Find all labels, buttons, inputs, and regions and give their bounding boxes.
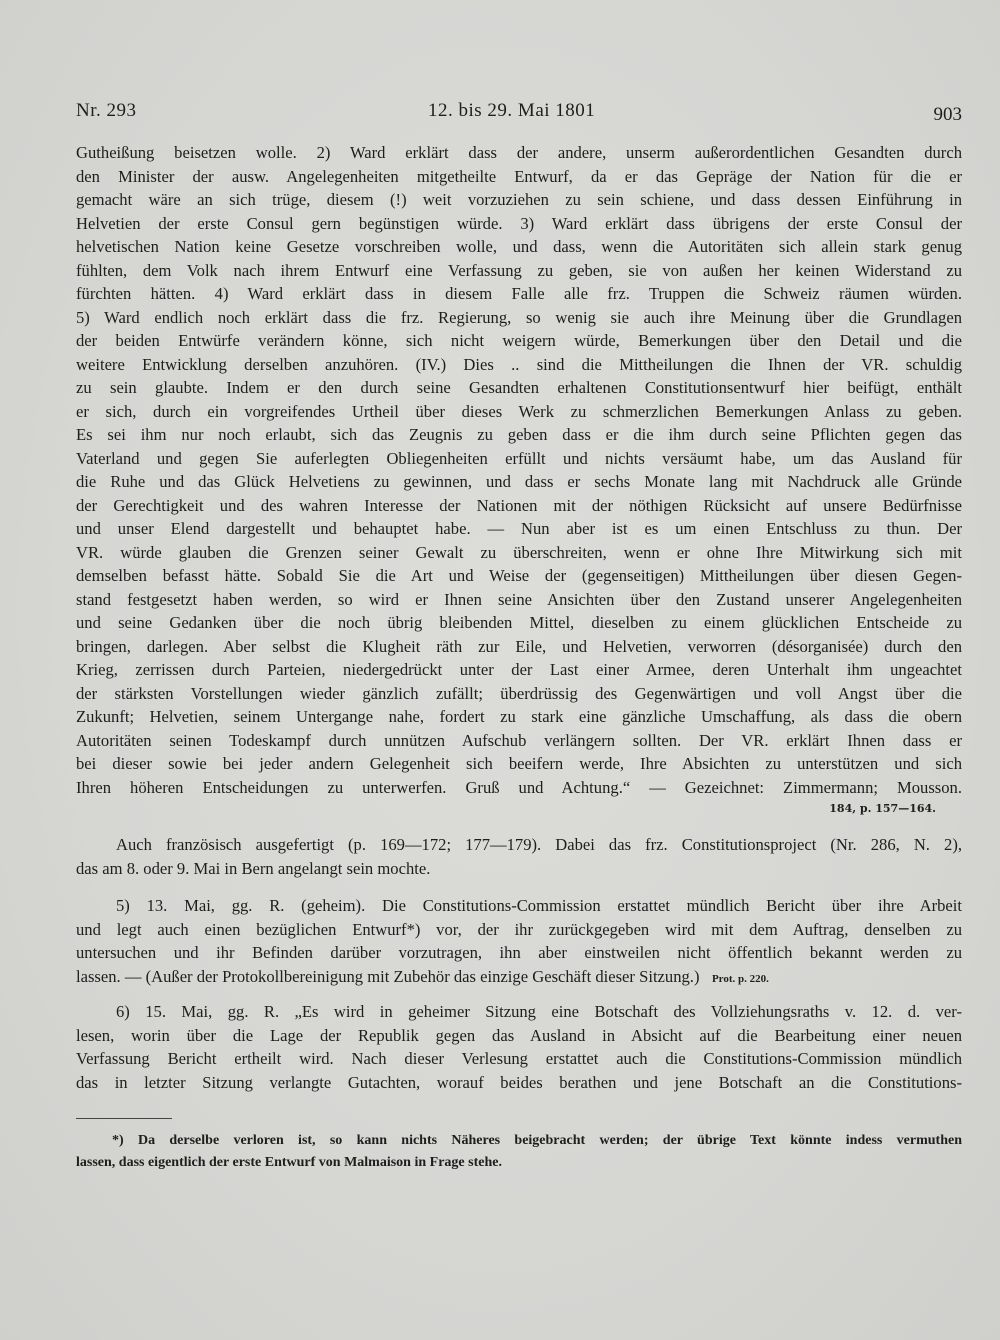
- entry-5: [76, 894, 962, 988]
- text-line: der stärksten Vorstellungen wieder gänzlich zufällt; überdrüssig des Gegenwärtigen und voll Angst über die: [76, 683, 962, 703]
- text-line: und legt auch einen bezüglichen Entwurf*) vor, der ihr zurückgegeben wird mit dem Auftrag, denselben zu: [76, 919, 962, 939]
- text-line: VR. würde glauben die Grenzen seiner Gewalt zu überschreiten, wenn er ohne Ihre Mitwirkung sich mit: [76, 542, 962, 562]
- text-line: Autoritäten seinen Todeskampf durch unnützen Aufschub verlängern sollten. Der VR. erklärt Ihnen dass er: [76, 730, 962, 750]
- text-line: Helvetien der erste Consul gern begünstigen würde. 3) Ward erklärt dass übrigens der erste Consul der: [76, 213, 962, 233]
- text-line: Es sei ihm nur noch erlaubt, sich das Zeugnis zu geben dass er die ihm durch seine Pflichten gegen das: [76, 425, 962, 444]
- text-line: bringen, darlegen. Aber selbst die Klugheit räth zur Eile, und Helvetien, verworren (désorganisée) durch den: [76, 636, 962, 656]
- text-line: der beiden Entwürfe verändern könne, sich nicht weigern würde, Bemerkungen über den Detail und die: [76, 331, 962, 350]
- text-line: lassen. — (Außer der Protokollbereinigung mit Zubehör das einzige Geschäft dieser Sitzung.): [76, 966, 700, 986]
- entry-6: [76, 1000, 962, 1094]
- text-line: lesen, worin über die Lage der Republik gegen das Ausland in Absicht auf die Bearbeitung einer neuen: [76, 1025, 962, 1045]
- footnote: [76, 1130, 962, 1174]
- text-line: helvetischen Nation keine Gesetze vorschreiben wolle, und dass, wenn die Autoritäten sich allein stark genug: [76, 237, 962, 256]
- text-line: das in letzter Sitzung verlangte Gutachten, worauf beides berathen und jene Botschaft an die Constitutions-: [76, 1072, 962, 1092]
- text-line: stand festgesetzt haben werden, so wird er Ihnen seine Ansichten über den Zustand unserer Angelegenheiten: [76, 589, 962, 609]
- text-line: Vaterland und gegen Sie auferlegten Obliegenheiten erfüllt und nichts versäumt habe, um das Ausland für: [76, 448, 962, 468]
- text-line: fühlten, dem Volk nach ihrem Entwurf eine Verfassung zu geben, sie von außen her keinen Widerstand zu: [76, 260, 962, 280]
- footnote-rule: [76, 1118, 172, 1119]
- text-line: den Minister der ausw. Angelegenheiten mitgetheilte Entwurf, da er das Gepräge der Nation für die er: [76, 166, 962, 186]
- document-number: Nr. 293: [76, 100, 137, 121]
- main-paragraph: [76, 141, 962, 799]
- page-header: [76, 100, 962, 126]
- text-line: Krieg, zerrissen durch Parteien, niedergedrückt unter der Last einer Armee, deren Unterhalt ihm ungeachtet: [76, 660, 962, 679]
- text-line: das am 8. oder 9. Mai in Bern angelangt sein mochte.: [76, 858, 431, 878]
- header-dates: 12. bis 29. Mai 1801: [428, 100, 596, 121]
- text-line: Gutheißung beisetzen wolle. 2) Ward erklärt dass der andere, unserm außerordentlichen Gesandten durch: [76, 143, 962, 162]
- text-line: die Ruhe und das Glück Helvetiens zu gewinnen, und dass er sechs Monate lang mit Nachdruck alle Gründe: [76, 472, 962, 491]
- text-line: und unser Elend dargestellt und behauptet habe. — Nun aber ist es um einen Entschluss zu thun. Der: [76, 519, 962, 538]
- text-line: bei dieser sowie bei jeder andern Gelegenheit sich beeifern werde, Ihre Absichten zu unterstützen und sich: [76, 754, 962, 773]
- page-number: 903: [933, 104, 962, 125]
- text-line: fürchten hätten. 4) Ward erklärt dass in diesem Falle alle frz. Truppen die Schweiz räumen würden.: [76, 284, 962, 303]
- text-line: Zukunft; Helvetien, seinem Untergange nahe, fordert zu stark eine gänzliche Umschaffung, als dass die obern: [76, 707, 962, 726]
- page-body: [76, 141, 962, 1094]
- footnote-line: lassen, dass eigentlich der erste Entwurf von Malmaison in Frage stehe.: [76, 1155, 502, 1170]
- note-paragraph: [76, 833, 962, 880]
- protocol-reference: Prot. p. 220.: [711, 972, 769, 985]
- footnote-line: *) Da derselbe verloren ist, so kann nichts Näheres beigebracht werden; der übrige Text könnte indess vermuthen: [112, 1133, 962, 1148]
- text-line: zu sein glaubte. Indem er den durch seine Gesandten erhaltenen Constitutionsentwurf hier beifügt, enthält: [76, 378, 962, 397]
- source-citation: 184, p. 157—164.: [829, 802, 936, 815]
- text-line: weitere Entwicklung derselben anzuhören. (IV.) Dies .. sind die Mittheilungen die Ihnen der VR. schuldig: [76, 354, 962, 374]
- text-line: demselben befasst hätte. Sobald Sie die Art und Weise der (gegenseitigen) Mittheilungen über diesen Gegen-: [76, 566, 962, 585]
- text-line: er sich, durch ein vorgreifendes Urtheil über dieses Werk zu schmerzlichen Bemerkungen Anlass zu geben.: [76, 401, 962, 421]
- text-line: gemacht wäre an sich trüge, diesem (!) weit vorzuziehen zu sein schiene, und dass dessen Einführung in: [76, 190, 962, 209]
- text-line: untersuchen und ihr Befinden darüber vorzutragen, ihn aber einstweilen nicht öffentlich bekannt werden zu: [76, 943, 962, 962]
- entry-5-last-line: [76, 965, 962, 989]
- text-line: 5) Ward endlich noch erklärt dass die frz. Regierung, so wenig sie auch ihre Meinung über die Grundlagen: [76, 307, 962, 327]
- text-line: und seine Gedanken über die noch übrig bleibenden Mittel, dieselben zu einem glücklichen Entscheide zu: [76, 613, 962, 632]
- text-line: Verfassung Bericht ertheilt wird. Nach dieser Verlesung erstattet auch die Constitutions-Commission mündlich: [76, 1049, 962, 1068]
- text-line: 6) 15. Mai, gg. R. „Es wird in geheimer Sitzung eine Botschaft des Vollziehungsraths v. 12. d. ver-: [116, 1002, 962, 1021]
- text-line: der Gerechtigkeit und des wahren Interesse der Nationen mit der nöthigen Rücksicht auf unsere Bedürfnisse: [76, 495, 962, 515]
- text-line: Auch französisch ausgefertigt (p. 169—172; 177—179). Dabei das frz. Constitutionsproject (Nr. 286, N. 2),: [116, 835, 962, 854]
- text-line: 5) 13. Mai, gg. R. (geheim). Die Constitutions-Commission erstattet mündlich Bericht über ihre Arbeit: [116, 896, 962, 915]
- text-line: Ihren höheren Entscheidungen zu unterwerfen. Gruß und Achtung.“ — Gezeichnet: Zimmermann; Mousson.: [76, 777, 962, 797]
